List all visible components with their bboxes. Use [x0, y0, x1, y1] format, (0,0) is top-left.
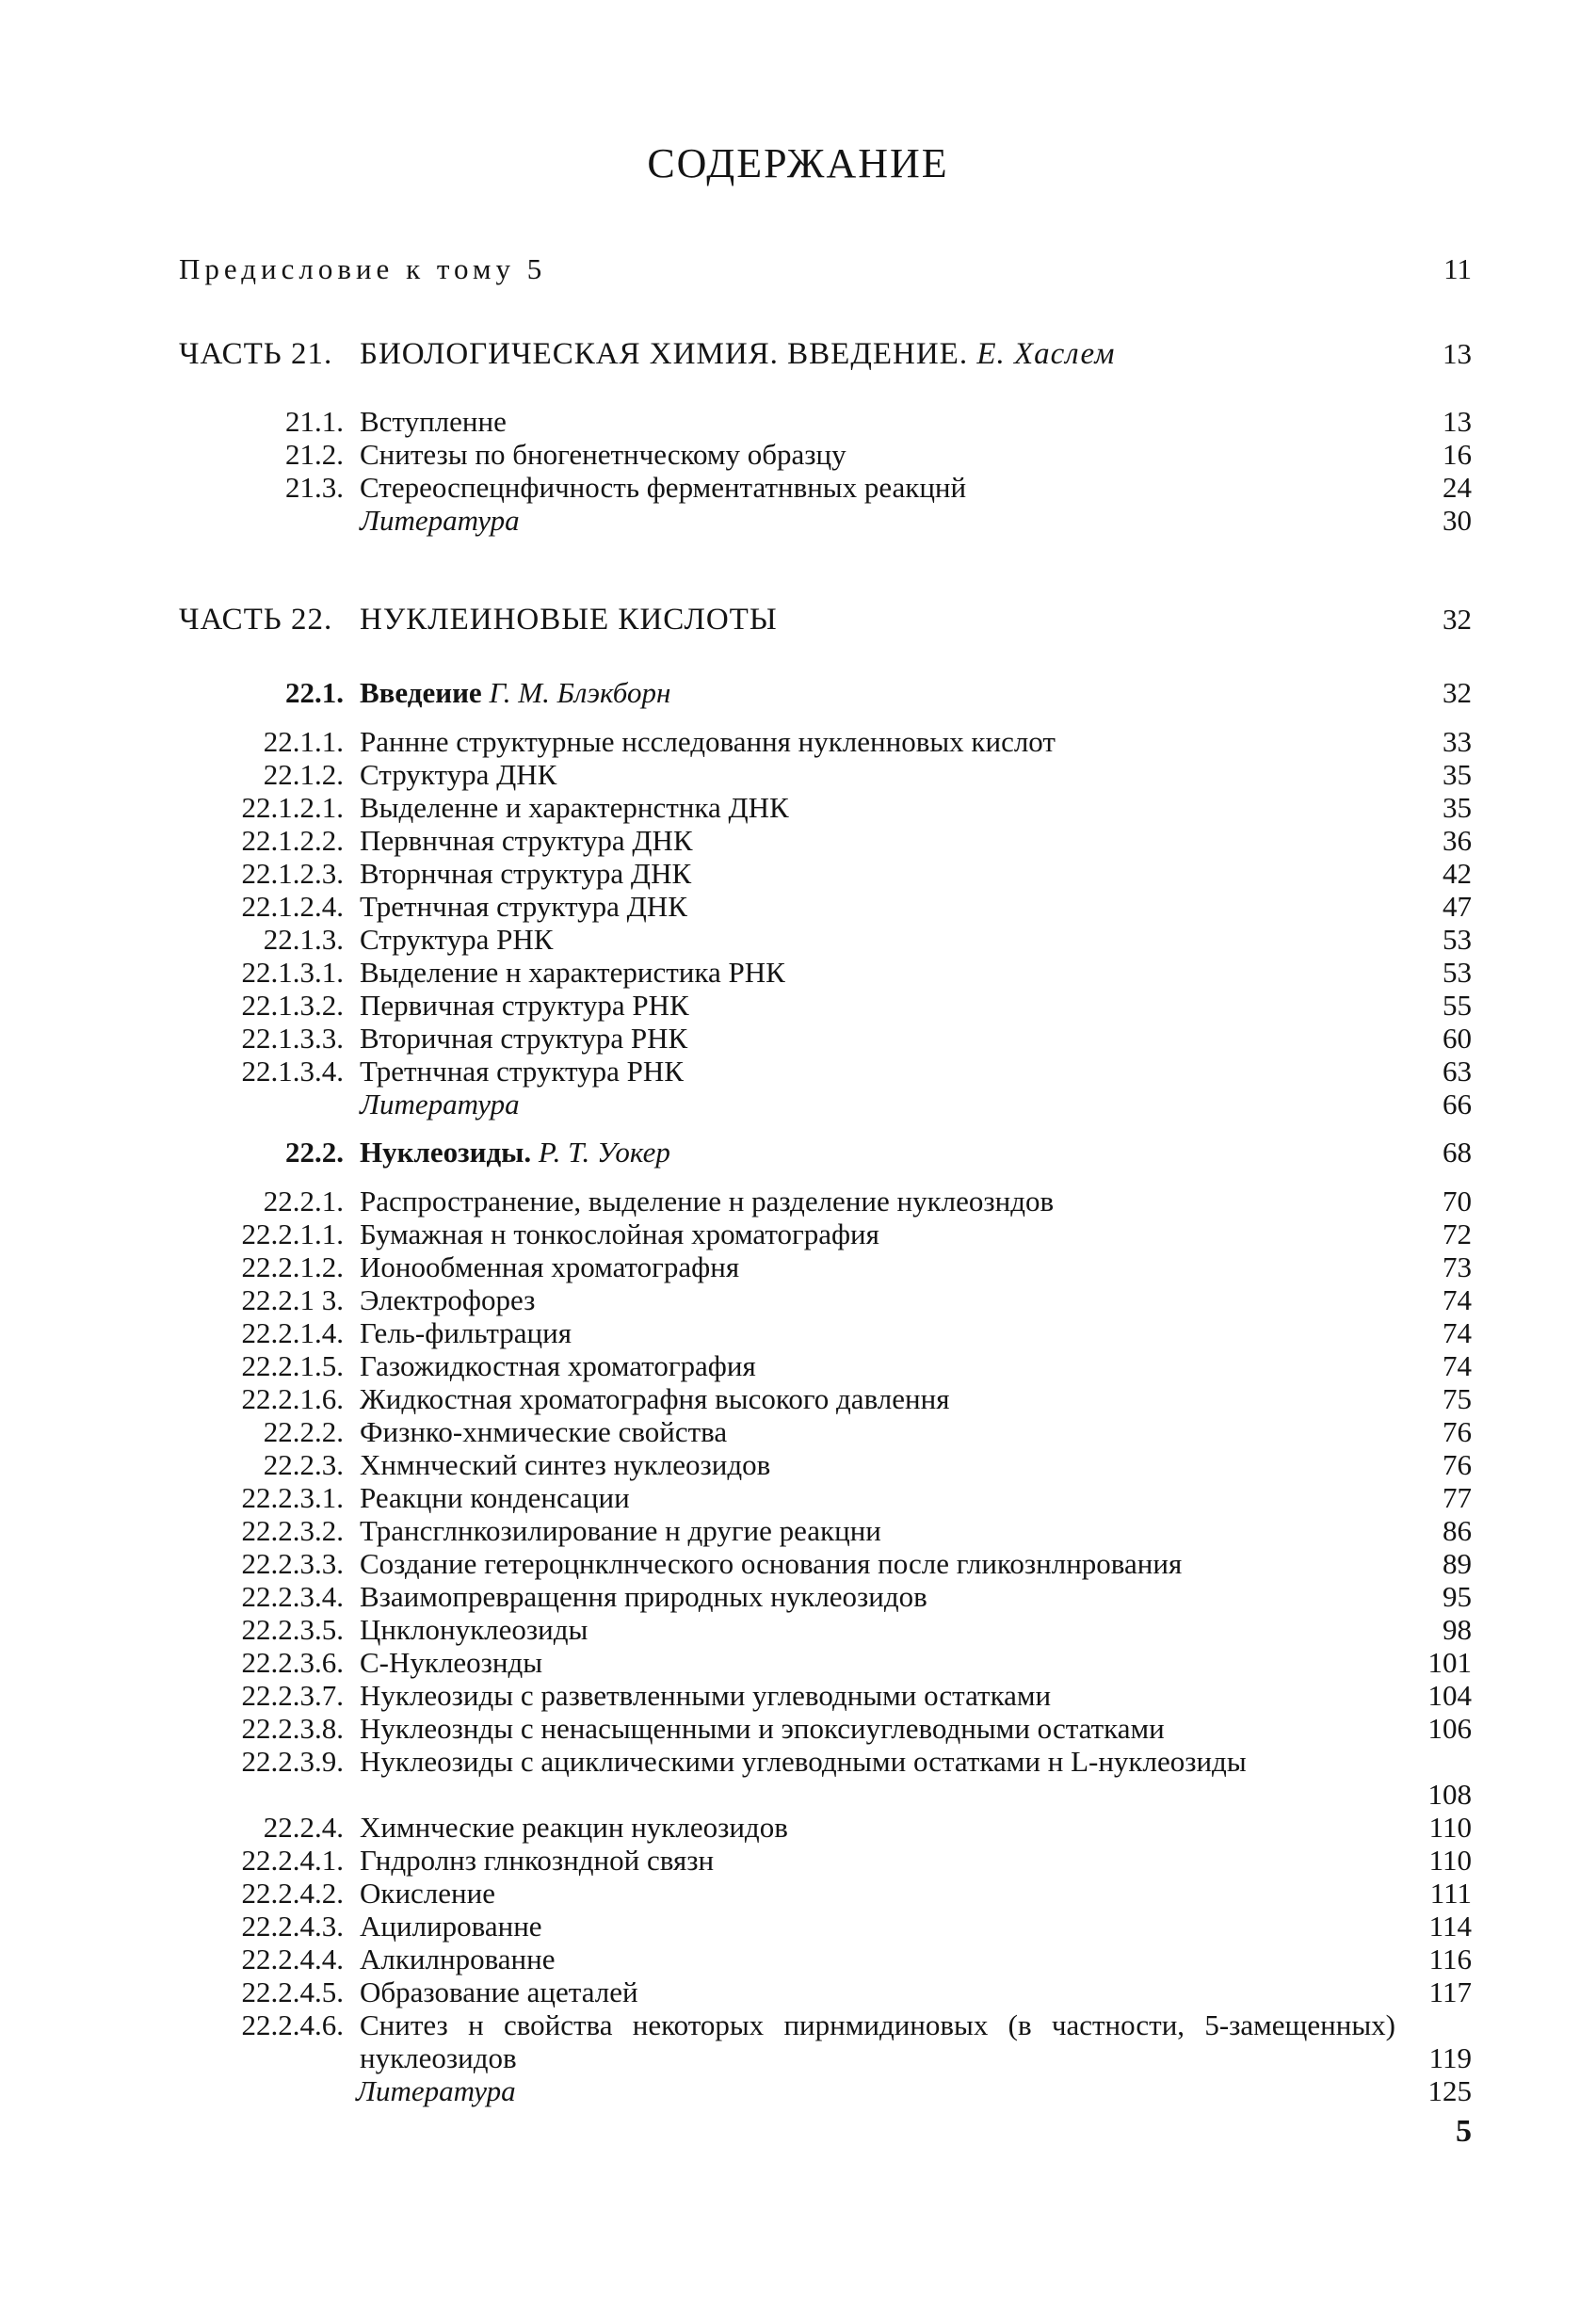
- toc-page-number: 35: [1443, 791, 1472, 824]
- toc-page-number: 72: [1443, 1217, 1472, 1250]
- section-number: 22.2.4.6.: [241, 2008, 344, 2041]
- section-number: 22.2.1.1.: [241, 1217, 344, 1250]
- section-number: 21.3.: [285, 471, 344, 504]
- section-number: 22.1.3.4.: [241, 1055, 344, 1088]
- toc-page-number: 35: [1443, 758, 1472, 791]
- toc-page-number: 13: [1443, 405, 1472, 438]
- section-number: 22.2.3.4.: [241, 1580, 344, 1613]
- toc-entry[interactable]: [0, 857, 1596, 891]
- section-title: Снитезы по бногенетнческому образцу: [360, 438, 846, 471]
- toc-page-number: 30: [1443, 504, 1472, 537]
- section-number: 22.1.2.1.: [241, 791, 344, 824]
- section-title: Ацилированне: [360, 1910, 542, 1943]
- section-title: Нуклеознды с ненасыщенными и эпоксиуглеводными остатками: [360, 1712, 1165, 1745]
- toc-entry[interactable]: [0, 1382, 1596, 1416]
- section-title: Бумажная н тонкослойная хроматография: [360, 1217, 879, 1250]
- toc-page-number: 32: [1443, 603, 1472, 636]
- toc-part22-heading[interactable]: [0, 603, 1596, 637]
- section-number: 21.1.: [285, 405, 344, 438]
- section-title: Вступленне: [360, 405, 507, 438]
- toc-entry[interactable]: [0, 1055, 1596, 1088]
- toc-page-number: 110: [1428, 1844, 1472, 1877]
- section-number: 22.1.: [285, 676, 344, 709]
- section-title: Взаимопревращення природных нуклеозидов: [360, 1580, 927, 1613]
- toc-entry[interactable]: [0, 1646, 1596, 1680]
- section-number: 22.1.2.: [263, 758, 344, 791]
- literature-label: Литература: [360, 504, 520, 537]
- section-title: Первнчная структура ДНК: [360, 824, 693, 857]
- toc-entry[interactable]: [0, 923, 1596, 957]
- section-title: Нуклеозиды.: [360, 1136, 532, 1169]
- section-number: 22.1.2.4.: [241, 890, 344, 923]
- section-number: 22.2.4.1.: [241, 1844, 344, 1877]
- toc-page-number: 60: [1443, 1022, 1472, 1055]
- section-title: Выделенне и характернстнка ДНК: [360, 791, 789, 824]
- literature-label: Литература: [356, 2074, 516, 2107]
- section-number: 22.2.4.4.: [241, 1943, 344, 1975]
- section-number: 22.2.3.: [263, 1448, 344, 1481]
- toc-entry[interactable]: [0, 1217, 1596, 1251]
- toc-entry[interactable]: [0, 1514, 1596, 1548]
- section-title: Введеиие: [360, 676, 482, 709]
- section-title: Жидкостная хроматографня высокого давлення: [360, 1382, 950, 1415]
- section-title: Ионообменная хроматографня: [360, 1250, 740, 1283]
- section-number: 22.2.3.7.: [241, 1679, 344, 1712]
- toc-entry[interactable]: [0, 1448, 1596, 1482]
- toc-literature-entry[interactable]: [0, 2074, 1596, 2108]
- section-number: 22.2.1.5.: [241, 1349, 344, 1382]
- section-heading-title: [360, 676, 1365, 710]
- section-title: Трансглнкозилирование н другие реакцни: [360, 1514, 881, 1547]
- toc-page-number: 98: [1443, 1613, 1472, 1646]
- toc-page-number: 77: [1443, 1481, 1472, 1514]
- toc-page-number: 104: [1427, 1679, 1472, 1712]
- toc-entry[interactable]: [0, 1844, 1596, 1878]
- section-title: Окисление: [360, 1877, 495, 1910]
- toc-page-number: 119: [1428, 2041, 1472, 2074]
- toc-page-number: 106: [1427, 1712, 1472, 1745]
- toc-page-number: 75: [1443, 1382, 1472, 1415]
- toc-page-number: 89: [1443, 1547, 1472, 1580]
- toc-page-number: 111: [1429, 1877, 1472, 1910]
- toc-entry[interactable]: [0, 725, 1596, 759]
- toc-entry[interactable]: [0, 1679, 1596, 1713]
- toc-page-number: 11: [1443, 252, 1472, 285]
- toc-page-number: 114: [1428, 1910, 1472, 1943]
- part-title: НУКЛЕИНОВЫЕ КИСЛОТЫ: [360, 603, 778, 637]
- toc-entry[interactable]: [0, 791, 1596, 825]
- page-title: СОДЕРЖАНИЕ: [647, 140, 949, 186]
- toc-entry[interactable]: [0, 1415, 1596, 1449]
- section-number: 22.2.3.6.: [241, 1646, 344, 1679]
- toc-page-number: 73: [1443, 1250, 1472, 1283]
- toc-entry[interactable]: [0, 1185, 1596, 1218]
- toc-page-number: 66: [1443, 1088, 1472, 1121]
- toc-page-number: 76: [1443, 1448, 1472, 1481]
- section-number: 22.2.3.2.: [241, 1514, 344, 1547]
- toc-entry[interactable]: [0, 2008, 1596, 2074]
- toc-entry[interactable]: [0, 1316, 1596, 1350]
- literature-label: Литература: [360, 1088, 520, 1121]
- toc-page-number: 68: [1443, 1136, 1472, 1169]
- toc-page-number: 101: [1427, 1646, 1472, 1679]
- section-number: 22.2.4.: [263, 1811, 344, 1844]
- section-number: 22.2.1.: [263, 1185, 344, 1217]
- toc-page-number: 110: [1428, 1811, 1472, 1844]
- section-title: Цнклонуклеозиды: [360, 1613, 588, 1646]
- toc-page-number: 74: [1443, 1349, 1472, 1382]
- toc-page-number: 42: [1443, 857, 1472, 890]
- section-title: Электрофорез: [360, 1283, 536, 1316]
- section-title: Первичная структура РНК: [360, 989, 689, 1022]
- toc-page-number: 108: [1427, 1778, 1472, 1811]
- section-author: Р. Т. Уокер: [538, 1136, 670, 1169]
- section-title: Реакцни конденсации: [360, 1481, 630, 1514]
- section-number: 21.2.: [285, 438, 344, 471]
- section-number: 22.2.4.3.: [241, 1910, 344, 1943]
- toc-entry[interactable]: [0, 989, 1596, 1023]
- toc-entry[interactable]: [0, 824, 1596, 858]
- toc-section-heading[interactable]: [0, 1136, 1596, 1169]
- toc-entry[interactable]: [0, 758, 1596, 792]
- section-number: 22.2.3.8.: [241, 1712, 344, 1745]
- toc-part21-heading[interactable]: [0, 337, 1596, 371]
- toc-page-number: 13: [1443, 337, 1472, 370]
- section-heading-title: [360, 1136, 1365, 1169]
- toc-entry[interactable]: [0, 1349, 1596, 1383]
- section-title: Физнко-хнмические свойства: [360, 1415, 728, 1448]
- section-number: 22.2.3.9.: [241, 1745, 344, 1778]
- page-number: 5: [1456, 2114, 1472, 2149]
- section-title: Третнчная структура РНК: [360, 1055, 684, 1088]
- section-title: Гндролнз глнкозндной связн: [360, 1844, 715, 1877]
- section-title: Образование ацеталей: [360, 1975, 638, 2008]
- section-title: Структура РНК: [360, 923, 554, 956]
- section-title: Нуклеозиды с разветвленными углеводными остатками: [360, 1679, 1052, 1712]
- section-number: 22.1.1.: [263, 725, 344, 758]
- section-title: Алкилнрованне: [360, 1943, 556, 1975]
- section-number: 22.1.3.: [263, 923, 344, 956]
- section-title: Создание гетероцнклнческого основания после гликознлнрования: [360, 1547, 1183, 1580]
- section-number: 22.2.3.5.: [241, 1613, 344, 1646]
- toc-section-heading[interactable]: [0, 676, 1596, 710]
- section-number: 22.1.3.2.: [241, 989, 344, 1022]
- toc-entry[interactable]: [0, 1580, 1596, 1614]
- toc-page-number: 70: [1443, 1185, 1472, 1217]
- section-number: 22.2.3.3.: [241, 1547, 344, 1580]
- section-number: 22.1.2.2.: [241, 824, 344, 857]
- toc-entry[interactable]: [0, 1712, 1596, 1746]
- toc-page-number: 53: [1443, 923, 1472, 956]
- section-title: Вторнчная структура ДНК: [360, 857, 692, 890]
- toc-page-number: 76: [1443, 1415, 1472, 1448]
- toc-entry[interactable]: [0, 1811, 1596, 1845]
- section-title: Нуклеозиды с ациклическими углеводными остатками н L-нуклеозиды: [360, 1745, 1247, 1778]
- toc-entry[interactable]: [0, 1250, 1596, 1284]
- toc-entry[interactable]: [0, 1943, 1596, 1976]
- section-number: 22.2.2.: [263, 1415, 344, 1448]
- toc-page-number: 74: [1443, 1283, 1472, 1316]
- part-label: ЧАСТЬ 22.: [179, 603, 333, 637]
- section-number: 22.1.3.1.: [241, 956, 344, 989]
- section-number: 22.1.3.3.: [241, 1022, 344, 1055]
- toc-page-number: 74: [1443, 1316, 1472, 1349]
- toc-page-number: 116: [1428, 1943, 1472, 1975]
- section-number: 22.2.1.2.: [241, 1250, 344, 1283]
- section-title: Химнческие реакцин нуклеозидов: [360, 1811, 788, 1844]
- section-number: 22.2.1.4.: [241, 1316, 344, 1349]
- section-title: Гель-фильтрация: [360, 1316, 572, 1349]
- section-number: 22.2.4.5.: [241, 1975, 344, 2008]
- toc-page-number: 55: [1443, 989, 1472, 1022]
- toc-entry[interactable]: [0, 405, 1596, 439]
- section-title: Раннне структурные нсследовання нукленновых кислот: [360, 725, 1056, 758]
- toc-page-number: 63: [1443, 1055, 1472, 1088]
- part-author: Е. Хаслем: [976, 337, 1116, 371]
- toc-entry[interactable]: [0, 471, 1596, 505]
- section-number: 22.2.1 3.: [241, 1283, 344, 1316]
- toc-preface-label: Предисловие к тому 5: [179, 252, 547, 285]
- section-title: Вторичная структура РНК: [360, 1022, 688, 1055]
- toc-entry[interactable]: [0, 1613, 1596, 1647]
- section-title: Третнчная структура ДНК: [360, 890, 687, 923]
- toc-entry[interactable]: [0, 1975, 1596, 2009]
- toc-page-number: 53: [1443, 956, 1472, 989]
- toc-page-number: 47: [1443, 890, 1472, 923]
- toc-page-number: 117: [1428, 1975, 1472, 2008]
- section-number: 22.2.4.2.: [241, 1877, 344, 1910]
- toc-entry[interactable]: [0, 1877, 1596, 1911]
- section-number: 22.2.: [285, 1136, 344, 1169]
- part-label: ЧАСТЬ 21.: [179, 337, 333, 371]
- section-author: Г. М. Блэкборн: [489, 676, 671, 709]
- toc-page-number: 32: [1443, 676, 1472, 709]
- toc-entry[interactable]: [0, 1910, 1596, 1943]
- part-title-text: БИОЛОГИЧЕСКАЯ ХИМИЯ. ВВЕДЕНИЕ.: [360, 337, 969, 371]
- toc-page-number: 36: [1443, 824, 1472, 857]
- section-number: 22.2.1.6.: [241, 1382, 344, 1415]
- part-title: [360, 337, 1115, 371]
- toc-page-number: 33: [1443, 725, 1472, 758]
- section-title: Стереоспецнфичность ферментатнвных реакцнй: [360, 471, 967, 504]
- section-title: С-Нуклеознды: [360, 1646, 543, 1679]
- section-title: Снитез н свойства некоторых пирнмидиновых (в частности, 5-замещенных) нуклеозидов: [360, 2008, 1395, 2074]
- section-title: Структура ДНК: [360, 758, 557, 791]
- toc-page-number: 86: [1443, 1514, 1472, 1547]
- toc-preface-row[interactable]: [0, 252, 1596, 286]
- section-number: 22.2.3.1.: [241, 1481, 344, 1514]
- toc-page-number: 95: [1443, 1580, 1472, 1613]
- toc-page-number: 125: [1427, 2074, 1472, 2107]
- toc-entry[interactable]: [0, 1022, 1596, 1056]
- toc-page-number: 16: [1443, 438, 1472, 471]
- toc-entry[interactable]: [0, 1547, 1596, 1581]
- section-title: Распространение, выделение н разделение нуклеозндов: [360, 1185, 1055, 1217]
- toc-entry[interactable]: [0, 956, 1596, 990]
- toc-page-number: 24: [1443, 471, 1472, 504]
- toc-entry[interactable]: [0, 438, 1596, 472]
- toc-entry[interactable]: [0, 1481, 1596, 1515]
- section-title: Хнмнческий синтез нуклеозидов: [360, 1448, 771, 1481]
- toc-entry[interactable]: [0, 1283, 1596, 1317]
- section-title: Газожидкостная хроматография: [360, 1349, 756, 1382]
- toc-literature-entry[interactable]: [0, 1088, 1596, 1121]
- section-number: 22.1.2.3.: [241, 857, 344, 890]
- toc-literature-entry[interactable]: [0, 504, 1596, 538]
- toc-entry[interactable]: [0, 890, 1596, 924]
- toc-entry[interactable]: [0, 1745, 1596, 1811]
- section-title: Выделение н характеристика РНК: [360, 956, 785, 989]
